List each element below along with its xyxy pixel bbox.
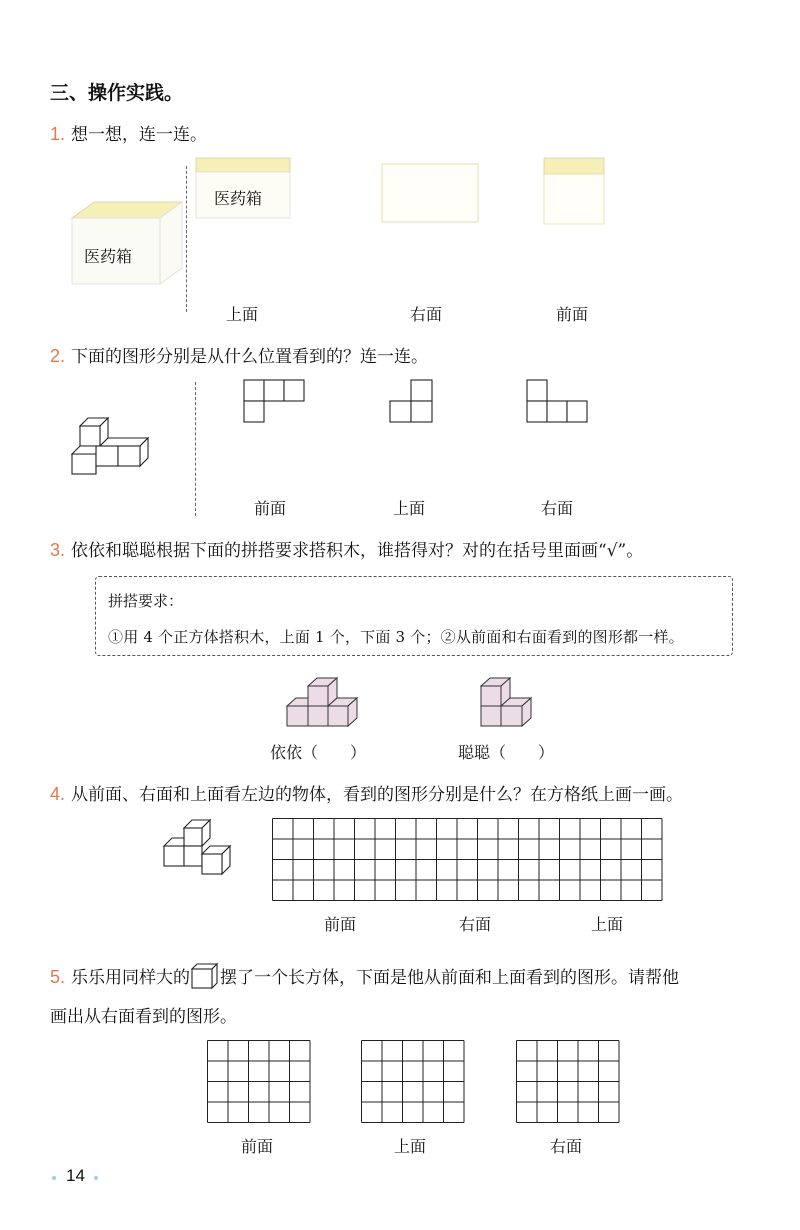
top-view-label: 医药箱: [214, 189, 263, 208]
answer-yiyi: 依依（ ）: [270, 743, 367, 762]
view-shape-a: [244, 380, 308, 424]
question-text-a: 乐乐用同样大的: [71, 968, 191, 988]
grid-top-q5: [361, 1040, 465, 1126]
section-title: 三、操作实践。: [50, 82, 184, 104]
view-label-1: 上面: [226, 305, 259, 324]
question-text: 下面的图形分别是从什么位置看到的？连一连。: [71, 347, 429, 367]
question-number: 4.: [50, 784, 66, 804]
cube-arrangement-congcong: [481, 676, 543, 728]
question-5-line2: 画出从右面看到的图形。: [50, 1007, 237, 1027]
cube-icon: [190, 963, 220, 989]
grid-right-q5[interactable]: [516, 1040, 620, 1126]
divider-line: [195, 382, 196, 516]
question-number: 2.: [50, 346, 66, 366]
view-label-1: 前面: [241, 1137, 274, 1156]
page-dot-left: [52, 1176, 56, 1180]
answer-congcong: 聪聪（ ）: [458, 743, 555, 762]
question-5: [50, 957, 679, 988]
divider-line: [186, 166, 187, 312]
view-label-2: 右面: [459, 915, 492, 934]
view-label-3: 上面: [591, 915, 624, 934]
view-label-1: 前面: [324, 915, 357, 934]
question-text: 想一想，连一连。: [71, 125, 208, 145]
view-shape-front: [544, 158, 606, 226]
grid-paper-q4[interactable]: [272, 818, 662, 904]
question-1: [50, 120, 207, 145]
view-label-3: 右面: [550, 1137, 583, 1156]
question-text: 依依和聪聪根据下面的拼搭要求搭积木，谁搭得对？对的在括号里面画“√”。: [71, 541, 644, 561]
view-label-3: 右面: [541, 499, 574, 518]
page-dot-right: [94, 1176, 98, 1180]
view-shape-b: [390, 380, 434, 424]
cube-arrangement-yiyi: [287, 676, 359, 728]
grid-front-q5: [207, 1040, 311, 1126]
question-3: [50, 536, 643, 561]
question-number: 3.: [50, 540, 66, 560]
view-shape-right: [382, 164, 480, 224]
question-text: 从前面、右面和上面看左边的物体，看到的图形分别是什么？在方格纸上画一画。: [71, 785, 684, 805]
cube-arrangement-q2: [72, 418, 152, 478]
view-label-2: 上面: [393, 499, 426, 518]
page-number: 14: [66, 1166, 85, 1185]
requirement-text: ①用 4 个正方体搭积木，上面 1 个，下面 3 个；②从前面和右面看到的图形都一样。: [108, 628, 684, 646]
requirement-title: 拼搭要求：: [108, 592, 184, 610]
cube-arrangement-q4: [164, 820, 236, 878]
view-shape-c: [527, 380, 591, 424]
medicine-box-label: 医药箱: [84, 247, 133, 266]
view-label-2: 右面: [410, 305, 443, 324]
question-number: 5.: [50, 967, 66, 987]
view-label-2: 上面: [394, 1137, 427, 1156]
view-label-3: 前面: [556, 305, 589, 324]
question-2: [50, 342, 428, 367]
question-number: 1.: [50, 124, 66, 144]
view-label-1: 前面: [254, 499, 287, 518]
question-4: [50, 780, 683, 805]
question-text-b: 摆了一个长方体，下面是他从前面和上面看到的图形。请帮他: [220, 968, 680, 988]
